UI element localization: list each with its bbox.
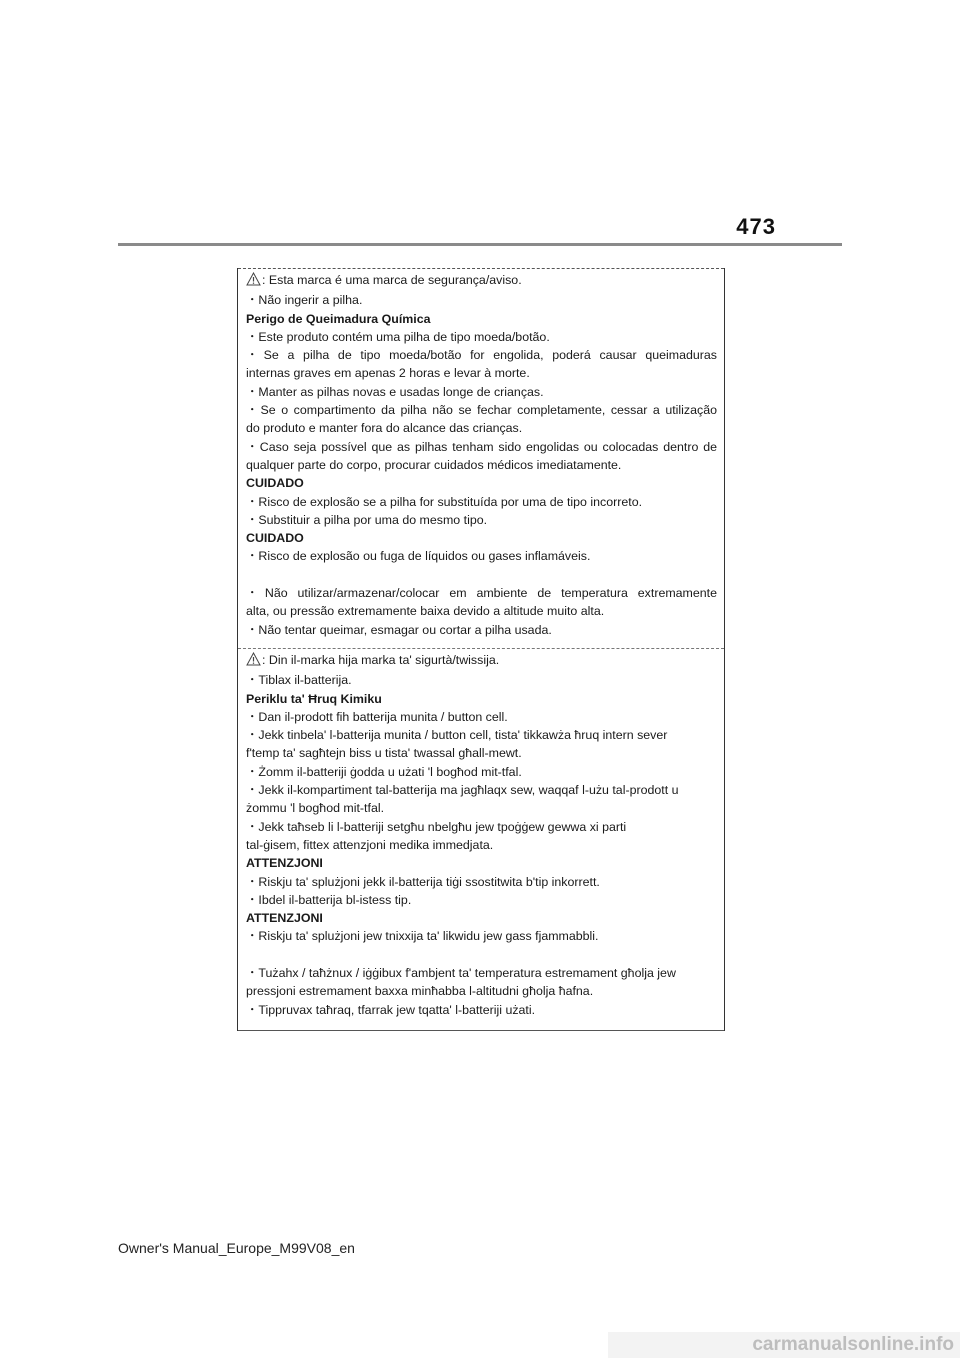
battery-warning-notice [237,268,725,1031]
line-text: ・Se a pilha de tipo moeda/botão for engolida, poderá causar queimaduras [246,348,717,363]
text-line [246,708,717,726]
text-line [246,763,717,781]
text-line [246,383,717,401]
line-text: ・Não ingerir a pilha. [246,293,363,308]
line-text: ・Risco de explosão se a pilha for substituída por uma de tipo incorreto. [246,494,643,509]
text-line [246,493,717,511]
portuguese-warning-section [238,268,724,649]
line-text: ・Não utilizar/armazenar/colocar em ambiente de temperatura extremamente [246,586,717,601]
text-line [246,401,717,419]
text-line [246,671,717,689]
text-line [246,271,717,291]
section-heading [246,474,717,492]
warning-triangle-icon [246,272,261,291]
text-line [246,511,717,529]
line-text: żommu 'l bogħod mit-tfal. [246,801,385,816]
text-line [246,964,717,982]
section-heading [246,909,717,927]
maltese-warning-section [238,649,724,1031]
text-line [246,291,717,309]
line-text: alta, ou pressão extremamente baixa devido a altitude muito alta. [246,604,605,619]
line-text: : Din il-marka hija marka ta' sigurtà/twissija. [262,653,500,667]
line-text: ・Jekk tinbela' l-batterija munita / button cell, tista' tikkawża ħruq intern sever [246,728,668,743]
line-text: Perigo de Queimadura Química [246,311,431,326]
text-line [246,873,717,891]
text-line [246,1001,717,1019]
line-text: ・Tippruvax taħraq, tfarrak jew tqatta' l-batteriji użati. [246,1002,536,1017]
line-text: ・Substituir a pilha por uma do mesmo tipo. [246,512,488,527]
text-line [246,726,717,744]
line-text: qualquer parte do corpo, procurar cuidados médicos imediatamente. [246,457,622,472]
warning-triangle-icon [246,652,261,671]
line-text: ・Caso seja possível que as pilhas tenham sido engolidas ou colocadas dentro de [246,439,717,454]
line-text: ・Se o compartimento da pilha não se fechar completamente, cessar a utilização [246,403,717,418]
line-text: ・Este produto contém uma pilha de tipo moeda/botão. [246,329,550,344]
text-line [246,456,717,474]
header-rule [118,243,842,246]
line-text: ・Não tentar queimar, esmagar ou cortar a pilha usada. [246,622,552,637]
text-line [246,346,717,364]
line-text: CUIDADO [246,531,304,546]
line-text: CUIDADO [246,476,304,491]
section-heading [246,854,717,872]
line-text: ・Tużahx / taħżnux / iġġibux f'ambjent ta' temperatura estremament għolja jew [246,966,676,981]
text-line [246,328,717,346]
text-line [246,584,717,602]
section-heading [246,310,717,328]
text-line [246,547,717,565]
line-text: ・Risco de explosão ou fuga de líquidos ou gases inflamáveis. [246,549,591,564]
line-text: ATTENZJONI [246,911,323,926]
line-text: ・Dan il-prodott fih batterija munita / button cell. [246,709,508,724]
text-line [246,744,717,762]
page-number: 473 [736,214,776,239]
text-line [246,836,717,854]
line-text: ATTENZJONI [246,856,323,871]
line-text: ・Jekk taħseb li l-batteriji setgħu nbelgħu jew tpoġġew gewwa xi parti [246,819,627,834]
footer-manual-id: Owner's Manual_Europe_M99V08_en [118,1240,355,1256]
section-heading [246,529,717,547]
site-watermark: carmanualsonline.info [608,1332,960,1358]
line-text: internas graves em apenas 2 horas e levar à morte. [246,366,530,381]
line-text: ・Riskju ta' splużjoni jew tnixxija ta' likwidu jew gass fjammabbli. [246,929,599,944]
line-text: ・Ibdel il-batterija bl-istess tip. [246,892,412,907]
text-line [246,927,717,945]
text-line [246,982,717,1000]
line-text: ・Tiblax il-batterija. [246,673,352,688]
paragraph-spacer [246,946,717,964]
text-line [246,602,717,620]
text-line [246,621,717,639]
text-line [246,364,717,382]
text-line [246,818,717,836]
line-text: f'temp ta' sagħtejn biss u tista' twassal għall-mewt. [246,746,522,761]
line-text: ・Żomm il-batteriji ġodda u użati 'l bogħod mit-tfal. [246,764,522,779]
line-text: Periklu ta' Ħruq Kimiku [246,691,382,706]
line-text: do produto e manter fora do alcance das crianças. [246,421,523,436]
text-line [246,799,717,817]
text-line [246,781,717,799]
text-line [246,651,717,671]
paragraph-spacer [246,566,717,584]
line-text: pressjoni estremament baxxa minħabba l-altitudni għolja ħafna. [246,984,594,999]
text-line [246,419,717,437]
line-text: ・Jekk il-kompartiment tal-batterija ma jagħlaqx sew, waqqaf l-użu tal-prodott u [246,783,679,798]
line-text: ・Riskju ta' splużjoni jekk il-batterija tiġi ssostitwita b'tip inkorrett. [246,874,600,889]
line-text: tal-ġisem, fittex attenzjoni medika immedjata. [246,837,494,852]
line-text: : Esta marca é uma marca de segurança/aviso. [262,273,522,287]
section-heading [246,690,717,708]
text-line [246,891,717,909]
line-text: ・Manter as pilhas novas e usadas longe de crianças. [246,384,544,399]
text-line [246,438,717,456]
